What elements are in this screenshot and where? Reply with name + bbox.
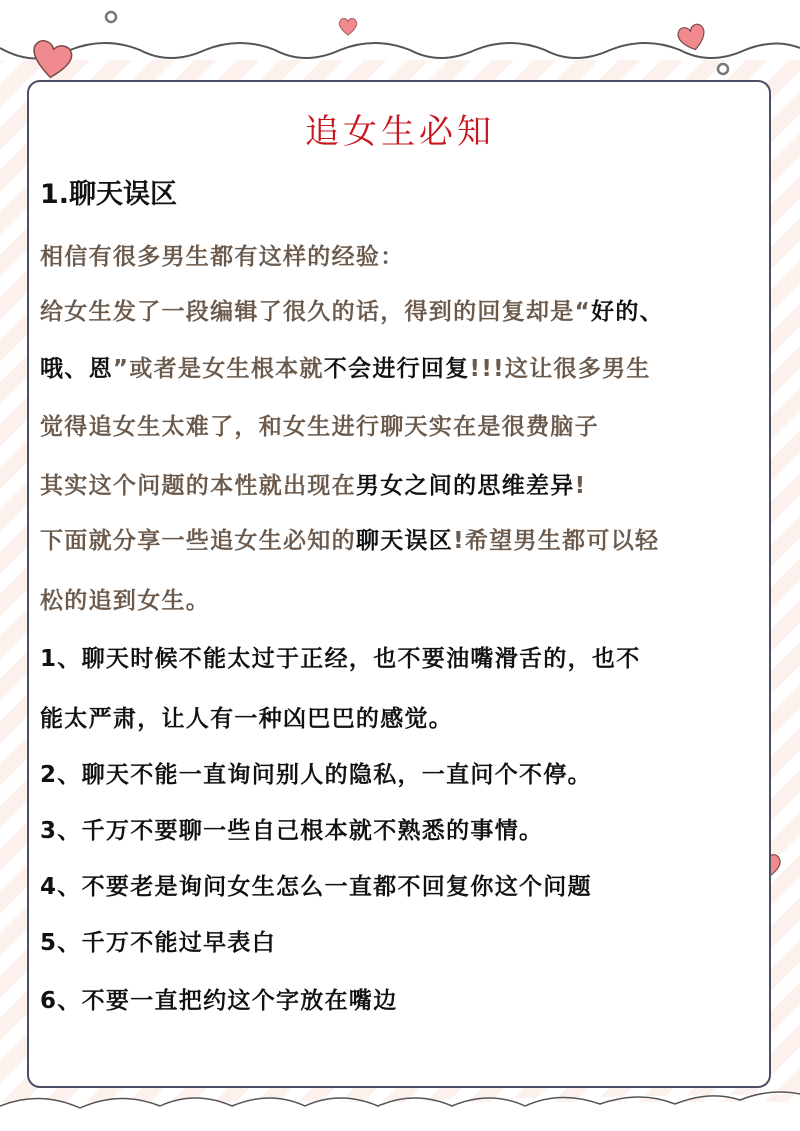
intro-line [40,467,586,500]
tip-item: 4、不要老是询问女生怎么一直都不回复你这个问题 [40,874,592,900]
intro-line: 觉得追女生太难了，和女生进行聊天实在是很费脑子 [40,414,599,440]
intro-line: 松的追到女生。 [40,588,211,614]
bottom-scallop-border [0,1090,800,1112]
text-span: !希望男生都可以轻 [453,528,660,554]
heart-icon [337,16,359,36]
tip-item: 6、不要一直把约这个字放在嘴边 [40,988,398,1014]
emphasis-text: 好的、 [591,299,664,325]
emphasis-text: 不会进行回复 [323,356,470,382]
text-span: 给女生发了一段编辑了很久的话，得到的回复却是“ [40,299,592,325]
intro-line [40,522,659,555]
tip-item: 1、聊天时候不能太过于正经，也不要油嘴滑舌的，也不 [40,646,641,672]
intro-line [40,293,664,326]
section-heading: 1.聊天误区 [40,179,178,210]
text-span: !!!这让很多男生 [469,356,651,382]
circle-icon [104,10,118,24]
intro-line [40,350,651,383]
text-span: ”或者是女生根本就 [112,356,324,382]
intro-line: 相信有很多男生都有这样的经验： [40,244,405,270]
text-span: ! [574,473,587,499]
emphasis-text: 聊天误区 [355,528,454,554]
heart-icon [675,22,709,52]
tip-item: 2、聊天不能一直询问别人的隐私，一直问个不停。 [40,762,592,788]
tip-item: 5、千万不能过早表白 [40,930,277,956]
emphasis-text: 男女之间的思维差异 [355,473,575,499]
page-title: 追女生必知 [305,112,495,152]
text-span: 下面就分享一些追女生必知的 [40,528,356,554]
circle-icon [716,62,730,76]
text-span: 其实这个问题的本性就出现在 [40,473,356,499]
heart-icon [25,40,85,80]
emphasis-text: 哦、恩 [40,356,113,382]
tip-item: 能太严肃，让人有一种凶巴巴的感觉。 [40,706,454,732]
tip-item: 3、千万不要聊一些自己根本就不熟悉的事情。 [40,818,544,844]
